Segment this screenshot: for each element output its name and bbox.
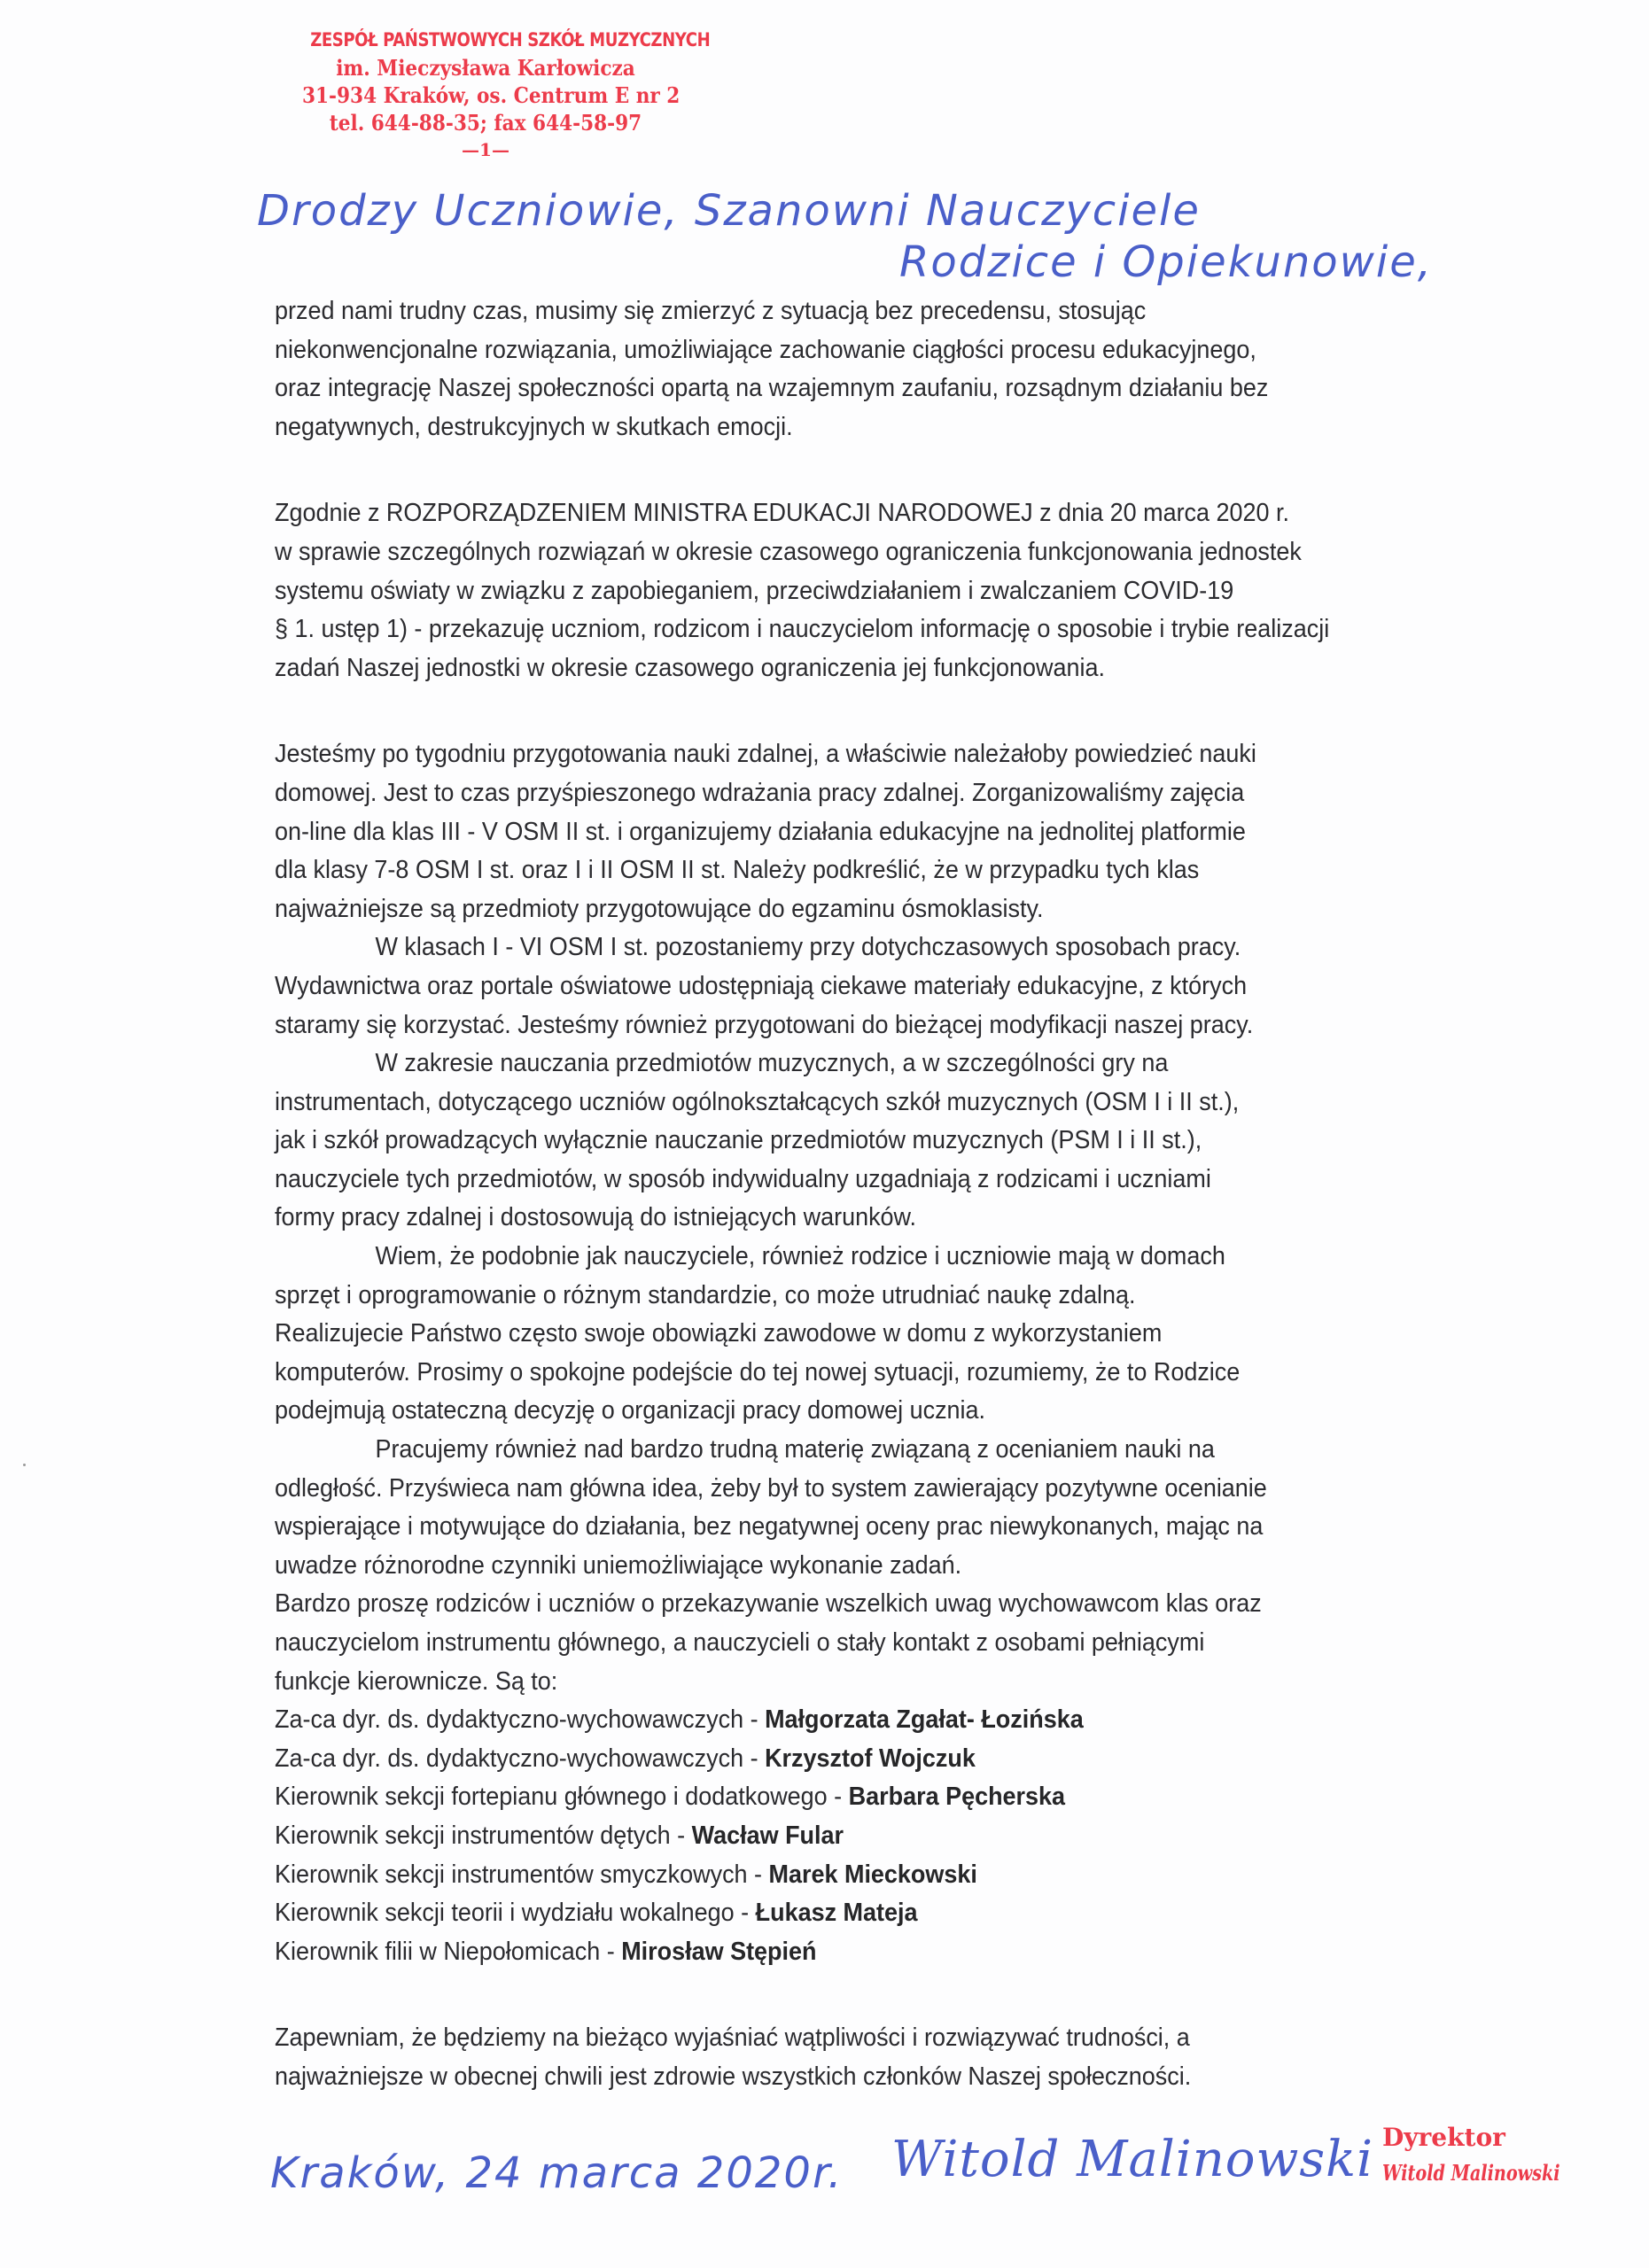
text-line: w sprawie szczególnych rozwiązań w okresie czasowego ograniczenia funkcjonowania jednostek bbox=[275, 537, 1302, 566]
text-line: staramy się korzystać. Jesteśmy również przygotowani do bieżącej modyfikacji naszej pracy. bbox=[275, 1010, 1254, 1039]
text-line: negatywnych, destrukcyjnych w skutkach emocji. bbox=[275, 412, 793, 441]
paragraph-regulation bbox=[275, 494, 1551, 687]
staff-role: Za-ca dyr. ds. dydaktyczno-wychowawczych - bbox=[275, 1744, 766, 1773]
text-line: najważniejsze są przedmioty przygotowujące do egzaminu ósmoklasisty. bbox=[275, 894, 1044, 923]
text-line: dla klasy 7-8 OSM I st. oraz I i II OSM II st. Należy podkreślić, że w przypadku tych klas bbox=[275, 856, 1200, 885]
staff-item bbox=[275, 1933, 1461, 1972]
staff-item bbox=[275, 1701, 1461, 1740]
text-line: Bardzo proszę rodziców i uczniów o przekazywanie wszelkich uwag wychowawcom klas oraz bbox=[275, 1589, 1262, 1619]
paragraph-classes bbox=[275, 928, 1551, 1045]
text-line: Jesteśmy po tygodniu przygotowania nauki zdalnej, a właściwie należałoby powiedzieć nauki bbox=[275, 740, 1256, 769]
text-line: zadań Naszej jednostki w okresie czasowego ograniczenia jej funkcjonowania. bbox=[275, 653, 1105, 682]
text-line: podejmują ostateczną decyzję o organizacji pracy domowej ucznia. bbox=[275, 1396, 986, 1425]
paragraph-contact-request bbox=[275, 1585, 1551, 1701]
text-line: uwadze różnorodne czynniki uniemożliwiające wykonanie zadań. bbox=[275, 1550, 962, 1580]
text-line: W klasach I - VI OSM I st. pozostaniemy przy dotychczasowych sposobach pracy. bbox=[375, 933, 1241, 962]
handwritten-greeting-line2: Rodzice i Opiekunowie, bbox=[899, 237, 1433, 287]
staff-role: Kierownik filii w Niepołomicach - bbox=[275, 1937, 622, 1966]
paragraph-assessment bbox=[275, 1431, 1551, 1585]
paragraph-closing bbox=[275, 2019, 1551, 2096]
text-line: odległość. Przyświeca nam główna idea, żeby był to system zawierający pozytywne ocenianie bbox=[275, 1473, 1267, 1503]
text-line: najważniejsze w obecnej chwili jest zdrowie wszystkich członków Naszej społeczności. bbox=[275, 2062, 1192, 2091]
director-stamp bbox=[1382, 2122, 1639, 2187]
handwritten-signature: Witold Malinowski bbox=[891, 2131, 1373, 2188]
text-line: § 1. ustęp 1) - przekazuję uczniom, rodzicom i nauczycielom informację o sposobie i trybie realizacji bbox=[275, 615, 1330, 644]
staff-list bbox=[275, 1701, 1551, 1971]
text-line: oraz integrację Naszej społeczności opartą na wzajemnym zaufaniu, rozsądnym działaniu bez bbox=[275, 374, 1269, 403]
staff-name: Wacław Fular bbox=[691, 1821, 844, 1850]
handwritten-place-date: Kraków, 24 marca 2020r. bbox=[270, 2148, 844, 2198]
text-line: on-line dla klas III - V OSM II st. i organizujemy działania edukacyjne na jednolitej platformie bbox=[275, 817, 1246, 846]
staff-role: Kierownik sekcji teorii i wydziału wokalnego - bbox=[275, 1899, 756, 1928]
stamp-name: Witold Malinowski bbox=[1382, 2160, 1560, 2186]
staff-role: Za-ca dyr. ds. dydaktyczno-wychowawczych - bbox=[275, 1705, 766, 1735]
staff-item bbox=[275, 1894, 1461, 1933]
text-line: domowej. Jest to czas przyśpieszonego wdrażania pracy zdalnej. Zorganizowaliśmy zajęcia bbox=[275, 778, 1245, 807]
text-line: Wydawnictwa oraz portale oświatowe udostępniają ciekawe materiały edukacyjne, z których bbox=[275, 971, 1248, 1000]
text-line: Realizujecie Państwo często swoje obowiązki zawodowe w domu z wykorzystaniem bbox=[275, 1319, 1163, 1348]
text-line: Pracujemy również nad bardzo trudną materię związaną z ocenianiem nauki na bbox=[375, 1435, 1215, 1464]
text-line: funkcje kierownicze. Są to: bbox=[275, 1666, 558, 1696]
staff-name: Łukasz Mateja bbox=[755, 1899, 918, 1928]
staff-role: Kierownik sekcji instrumentów smyczkowych - bbox=[275, 1860, 769, 1889]
text-line: Zgodnie z ROZPORZĄDZENIEM MINISTRA EDUKACJI NARODOWEJ z dnia 20 marca 2020 r. bbox=[275, 499, 1290, 528]
letter-body bbox=[275, 292, 1551, 2097]
page-number: —1— bbox=[462, 139, 509, 160]
staff-name: Mirosław Stępień bbox=[621, 1937, 817, 1966]
stamp-patron: im. Mieczysława Karłowicza bbox=[336, 55, 635, 81]
handwritten-greeting-line1: Drodzy Uczniowie, Szanowni Nauczyciele bbox=[257, 186, 1201, 236]
header-stamp bbox=[282, 27, 711, 164]
staff-item bbox=[275, 1856, 1461, 1895]
text-line: komputerów. Prosimy o spokojne podejście do tej nowej sytuacji, rozumiemy, że to Rodzice bbox=[275, 1357, 1241, 1386]
text-line: sprzęt i oprogramowanie o różnym standardzie, co może utrudniać naukę zdalną. bbox=[275, 1280, 1136, 1309]
text-line: nauczycielom instrumentu głównego, a nauczycieli o stały kontakt z osobami pełniącymi bbox=[275, 1628, 1205, 1657]
staff-name: Małgorzata Zgałat- Łozińska bbox=[765, 1705, 1084, 1735]
text-line: Wiem, że podobnie jak nauczyciele, również rodzice i uczniowie mają w domach bbox=[375, 1242, 1225, 1271]
text-line: wspierające i motywujące do działania, bez negatywnej oceny prac niewykonanych, mając na bbox=[275, 1512, 1264, 1542]
paragraph-music-subjects bbox=[275, 1045, 1551, 1238]
stamp-contact: tel. 644-88-35; fax 644-58-97 bbox=[329, 110, 642, 136]
paragraph-equipment bbox=[275, 1238, 1551, 1431]
staff-name: Barbara Pęcherska bbox=[848, 1783, 1066, 1812]
text-line: W zakresie nauczania przedmiotów muzycznych, a w szczególności gry na bbox=[375, 1049, 1169, 1078]
staff-item bbox=[275, 1817, 1461, 1856]
text-line: niekonwencjonalne rozwiązania, umożliwiające zachowanie ciągłości procesu edukacyjnego, bbox=[275, 335, 1256, 364]
stamp-role: Dyrektor bbox=[1382, 2123, 1505, 2152]
scan-speck bbox=[23, 1464, 26, 1466]
stamp-institution: ZESPÓŁ PAŃSTWOWYCH SZKÓŁ MUZYCZNYCH bbox=[310, 29, 711, 50]
staff-role: Kierownik sekcji instrumentów dętych - bbox=[275, 1821, 692, 1850]
text-line: formy pracy zdalnej i dostosowują do istniejących warunków. bbox=[275, 1203, 917, 1232]
paragraph-intro bbox=[275, 292, 1551, 447]
staff-name: Krzysztof Wojczuk bbox=[765, 1744, 976, 1773]
text-line: nauczyciele tych przedmiotów, w sposób indywidualny uzgadniają z rodzicami i uczniami bbox=[275, 1164, 1211, 1193]
text-line: Zapewniam, że będziemy na bieżąco wyjaśniać wątpliwości i rozwiązywać trudności, a bbox=[275, 2023, 1190, 2053]
text-line: jak i szkół prowadzących wyłącznie nauczanie przedmiotów muzycznych (PSM I i II st.), bbox=[275, 1126, 1202, 1155]
text-line: instrumentach, dotyczącego uczniów ogólnokształcących szkół muzycznych (OSM I i II st.), bbox=[275, 1087, 1240, 1116]
staff-item bbox=[275, 1778, 1461, 1817]
paragraph-remote-learning bbox=[275, 735, 1551, 928]
stamp-address: 31-934 Kraków, os. Centrum E nr 2 bbox=[302, 82, 681, 108]
text-line: przed nami trudny czas, musimy się zmierzyć z sytuacją bez precedensu, stosując bbox=[275, 297, 1147, 325]
staff-name: Marek Mieckowski bbox=[768, 1860, 977, 1889]
text-line: systemu oświaty w związku z zapobieganiem, przeciwdziałaniem i zwalczaniem COVID-19 bbox=[275, 576, 1234, 605]
staff-role: Kierownik sekcji fortepianu głównego i dodatkowego - bbox=[275, 1783, 849, 1812]
staff-item bbox=[275, 1740, 1461, 1779]
